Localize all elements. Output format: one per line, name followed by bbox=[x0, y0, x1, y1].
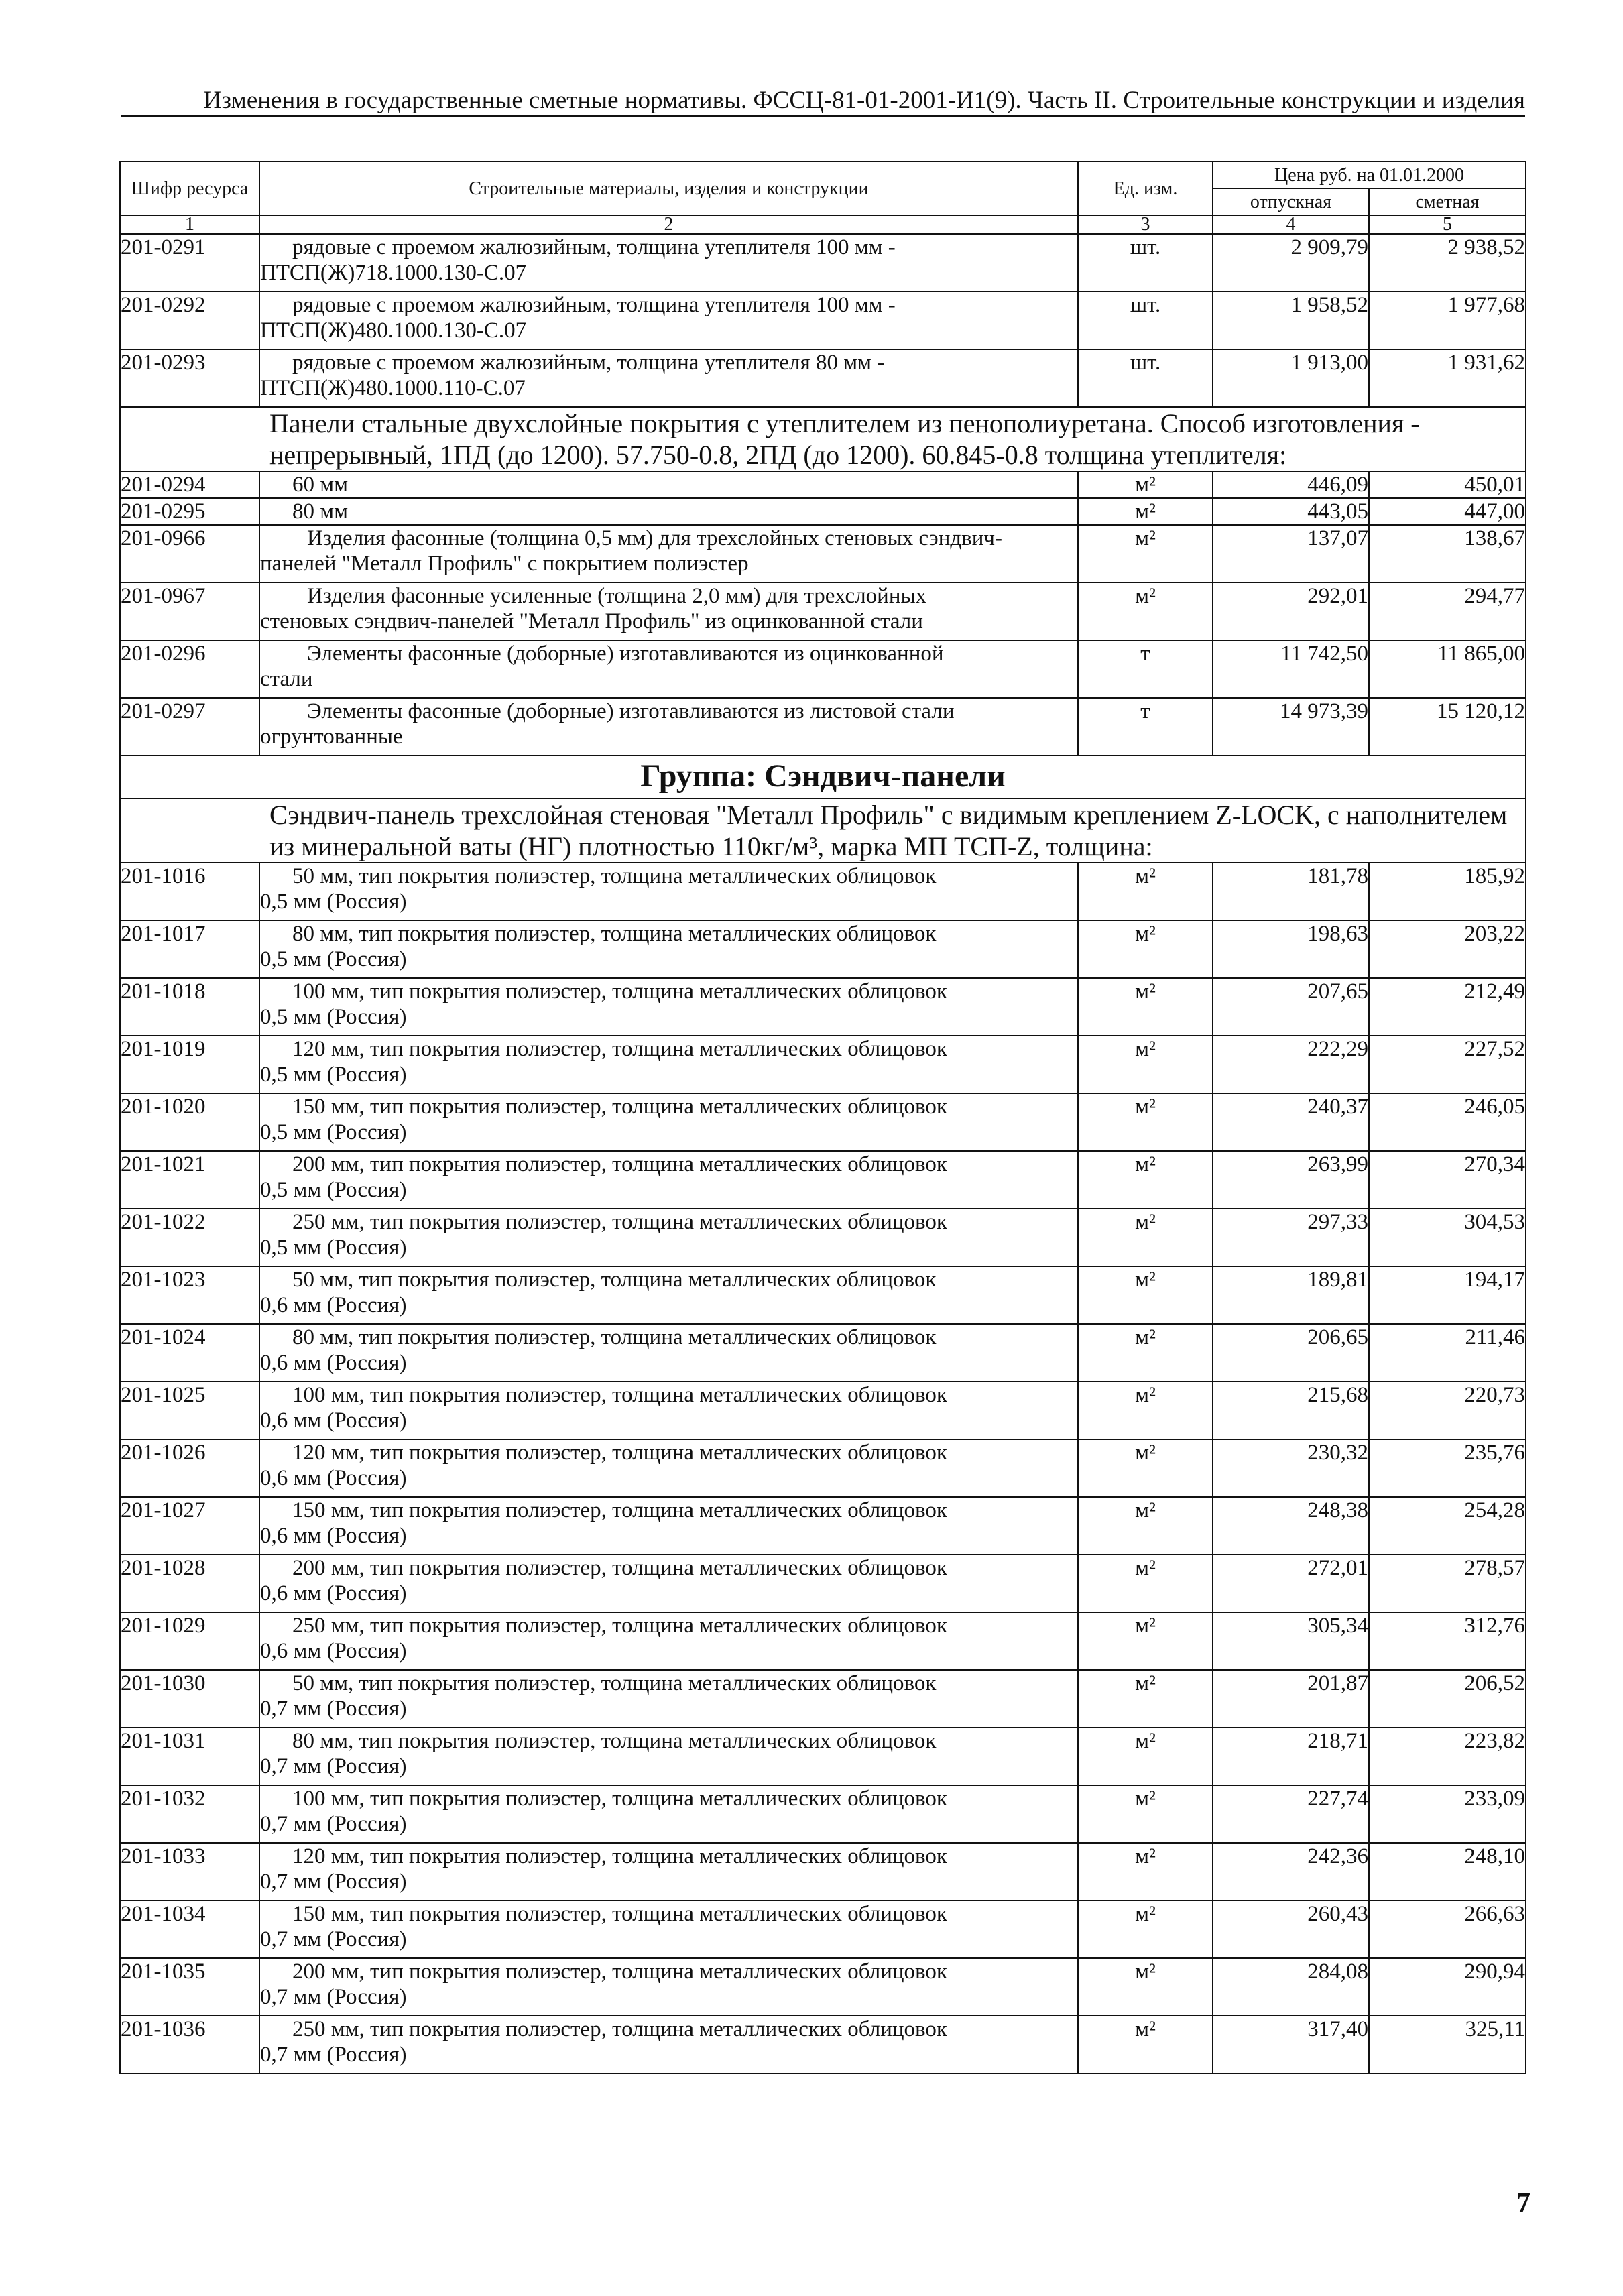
material-name-line1: 200 мм, тип покрытия полиэстер, толщина металлических облицовок bbox=[292, 1959, 947, 1984]
release-price: 1 958,52 bbox=[1213, 292, 1369, 349]
table-rows-bottom bbox=[120, 863, 1526, 2073]
unit-cell: м² bbox=[1078, 1266, 1213, 1324]
material-name-line1: Элементы фасонные (доборные) изготавливаются из оцинкованной bbox=[307, 642, 944, 666]
table-row bbox=[120, 1958, 1526, 2016]
material-name-line2: стали bbox=[260, 667, 313, 691]
release-price: 14 973,39 bbox=[1213, 698, 1369, 756]
estimate-price: 227,52 bbox=[1369, 1036, 1526, 1093]
estimate-price: 325,11 bbox=[1369, 2016, 1526, 2073]
material-name bbox=[259, 640, 1078, 698]
material-name-line2: ПТСП(Ж)480.1000.110-С.07 bbox=[260, 376, 526, 400]
estimate-price: 447,00 bbox=[1369, 498, 1526, 525]
material-name-line2: 0,5 мм (Россия) bbox=[260, 947, 407, 971]
material-name-line1: 60 мм bbox=[292, 473, 349, 497]
table-row bbox=[120, 1785, 1526, 1843]
release-price: 242,36 bbox=[1213, 1843, 1369, 1900]
resource-code: 201-0294 bbox=[120, 471, 259, 498]
material-name-line1: 250 мм, тип покрытия полиэстер, толщина металлических облицовок bbox=[292, 2017, 947, 2041]
resource-code: 201-0292 bbox=[120, 292, 259, 349]
material-name-line1: 150 мм, тип покрытия полиэстер, толщина металлических облицовок bbox=[292, 1498, 947, 1522]
material-name-line1: 80 мм, тип покрытия полиэстер, толщина металлических облицовок bbox=[292, 1729, 937, 1753]
unit-cell: м² bbox=[1078, 1555, 1213, 1612]
resource-code: 201-1020 bbox=[120, 1093, 259, 1151]
table-row bbox=[120, 1843, 1526, 1900]
material-name-line1: рядовые с проемом жалюзийным, толщина утеплителя 100 мм - bbox=[292, 235, 896, 259]
release-price: 272,01 bbox=[1213, 1555, 1369, 1612]
unit-cell: м² bbox=[1078, 1382, 1213, 1439]
material-name-line1: Изделия фасонные усиленные (толщина 2,0 мм) для трехслойных bbox=[307, 584, 927, 608]
resource-code: 201-1025 bbox=[120, 1382, 259, 1439]
release-price: 284,08 bbox=[1213, 1958, 1369, 2016]
material-name bbox=[259, 920, 1078, 978]
material-name bbox=[259, 1612, 1078, 1670]
unit-cell: м² bbox=[1078, 1093, 1213, 1151]
material-name bbox=[259, 1497, 1078, 1555]
estimate-price: 266,63 bbox=[1369, 1900, 1526, 1958]
estimate-price: 254,28 bbox=[1369, 1497, 1526, 1555]
material-name-line2: 0,6 мм (Россия) bbox=[260, 1408, 407, 1433]
resource-code: 201-0295 bbox=[120, 498, 259, 525]
resource-code: 201-1036 bbox=[120, 2016, 259, 2073]
unit-cell: м² bbox=[1078, 471, 1213, 498]
estimate-price: 246,05 bbox=[1369, 1093, 1526, 1151]
estimate-price: 2 938,52 bbox=[1369, 234, 1526, 292]
material-name-line1: 50 мм, тип покрытия полиэстер, толщина металлических облицовок bbox=[292, 864, 937, 888]
material-name-line2: ПТСП(Ж)480.1000.130-С.07 bbox=[260, 318, 527, 343]
resource-code: 201-1016 bbox=[120, 863, 259, 920]
material-name bbox=[259, 2016, 1078, 2073]
table-rows-mid bbox=[120, 471, 1526, 756]
estimate-price: 15 120,12 bbox=[1369, 698, 1526, 756]
release-price: 227,74 bbox=[1213, 1785, 1369, 1843]
release-price: 137,07 bbox=[1213, 525, 1369, 583]
release-price: 305,34 bbox=[1213, 1612, 1369, 1670]
material-name-line2: 0,7 мм (Россия) bbox=[260, 2043, 407, 2067]
release-price: 297,33 bbox=[1213, 1209, 1369, 1266]
estimate-price: 248,10 bbox=[1369, 1843, 1526, 1900]
release-price: 230,32 bbox=[1213, 1439, 1369, 1497]
unit-cell: м² bbox=[1078, 1728, 1213, 1785]
material-name bbox=[259, 698, 1078, 756]
resource-code: 201-1034 bbox=[120, 1900, 259, 1958]
material-name-line1: рядовые с проемом жалюзийным, толщина утеплителя 80 мм - bbox=[292, 351, 885, 375]
resource-code: 201-1033 bbox=[120, 1843, 259, 1900]
release-price: 11 742,50 bbox=[1213, 640, 1369, 698]
resource-code: 201-1026 bbox=[120, 1439, 259, 1497]
group-sandwich bbox=[120, 756, 1526, 863]
estimate-price: 220,73 bbox=[1369, 1382, 1526, 1439]
section-heading: Сэндвич-панель трехслойная стеновая "Металл Профиль" с видимым креплением Z-LOCK, с наполнителем из минеральной ваты (НГ) плотностью 110кг/м³, марка МП ТСП-Z, толщина: bbox=[120, 798, 1526, 863]
page-header: Изменения в государственные сметные нормативы. ФССЦ-81-01-2001-И1(9). Часть II. Строительные конструкции и изделия bbox=[121, 86, 1525, 117]
release-price: 248,38 bbox=[1213, 1497, 1369, 1555]
material-name-line1: 200 мм, тип покрытия полиэстер, толщина металлических облицовок bbox=[292, 1152, 947, 1176]
unit-cell: шт. bbox=[1078, 292, 1213, 349]
material-name bbox=[259, 1958, 1078, 2016]
unit-cell: м² bbox=[1078, 1612, 1213, 1670]
release-price: 2 909,79 bbox=[1213, 234, 1369, 292]
release-price: 189,81 bbox=[1213, 1266, 1369, 1324]
release-price: 240,37 bbox=[1213, 1093, 1369, 1151]
estimate-price: 11 865,00 bbox=[1369, 640, 1526, 698]
material-name-line1: 150 мм, тип покрытия полиэстер, толщина металлических облицовок bbox=[292, 1095, 947, 1119]
material-name-line1: 80 мм, тип покрытия полиэстер, толщина металлических облицовок bbox=[292, 1325, 937, 1349]
table-row bbox=[120, 920, 1526, 978]
material-name bbox=[259, 1900, 1078, 1958]
material-name-line1: 50 мм, тип покрытия полиэстер, толщина металлических облицовок bbox=[292, 1268, 937, 1292]
unit-cell: м² bbox=[1078, 1324, 1213, 1382]
material-name-line2: 0,6 мм (Россия) bbox=[260, 1581, 407, 1606]
estimate-price: 211,46 bbox=[1369, 1324, 1526, 1382]
resource-code: 201-1022 bbox=[120, 1209, 259, 1266]
material-name bbox=[259, 1843, 1078, 1900]
table-row bbox=[120, 292, 1526, 349]
estimate-price: 270,34 bbox=[1369, 1151, 1526, 1209]
resource-code: 201-0291 bbox=[120, 234, 259, 292]
unit-cell: м² bbox=[1078, 583, 1213, 640]
column-number: 1 bbox=[120, 215, 259, 234]
resource-code: 201-1032 bbox=[120, 1785, 259, 1843]
resource-code: 201-1031 bbox=[120, 1728, 259, 1785]
material-name-line1: 80 мм, тип покрытия полиэстер, толщина металлических облицовок bbox=[292, 922, 937, 946]
release-price: 198,63 bbox=[1213, 920, 1369, 978]
price-table bbox=[119, 161, 1526, 2074]
table-row bbox=[120, 349, 1526, 407]
estimate-price: 312,76 bbox=[1369, 1612, 1526, 1670]
estimate-price: 1 977,68 bbox=[1369, 292, 1526, 349]
table-row bbox=[120, 640, 1526, 698]
material-name-line2: 0,6 мм (Россия) bbox=[260, 1293, 407, 1317]
table-row bbox=[120, 583, 1526, 640]
unit-cell: м² bbox=[1078, 1497, 1213, 1555]
material-name-line1: 120 мм, тип покрытия полиэстер, толщина металлических облицовок bbox=[292, 1844, 947, 1868]
release-price: 206,65 bbox=[1213, 1324, 1369, 1382]
release-price: 201,87 bbox=[1213, 1670, 1369, 1728]
table-row bbox=[120, 978, 1526, 1036]
material-name-line1: 80 мм bbox=[292, 499, 349, 524]
release-price: 292,01 bbox=[1213, 583, 1369, 640]
material-name-line1: 100 мм, тип покрытия полиэстер, толщина металлических облицовок bbox=[292, 979, 947, 1004]
column-number: 5 bbox=[1369, 215, 1526, 234]
estimate-price: 294,77 bbox=[1369, 583, 1526, 640]
unit-cell: м² bbox=[1078, 2016, 1213, 2073]
unit-cell: шт. bbox=[1078, 234, 1213, 292]
material-name bbox=[259, 349, 1078, 407]
material-name bbox=[259, 1728, 1078, 1785]
material-name-line1: 150 мм, тип покрытия полиэстер, толщина металлических облицовок bbox=[292, 1902, 947, 1926]
estimate-price: 194,17 bbox=[1369, 1266, 1526, 1324]
material-name-line1: 100 мм, тип покрытия полиэстер, толщина металлических облицовок bbox=[292, 1383, 947, 1407]
material-name bbox=[259, 1382, 1078, 1439]
material-name bbox=[259, 525, 1078, 583]
material-name-line1: рядовые с проемом жалюзийным, толщина утеплителя 100 мм - bbox=[292, 293, 896, 317]
unit-cell: т bbox=[1078, 698, 1213, 756]
estimate-price: 278,57 bbox=[1369, 1555, 1526, 1612]
resource-code: 201-0296 bbox=[120, 640, 259, 698]
table-row bbox=[120, 525, 1526, 583]
material-name bbox=[259, 978, 1078, 1036]
resource-code: 201-1017 bbox=[120, 920, 259, 978]
table-rows-top bbox=[120, 234, 1526, 407]
material-name bbox=[259, 1324, 1078, 1382]
estimate-price: 206,52 bbox=[1369, 1670, 1526, 1728]
resource-code: 201-1021 bbox=[120, 1151, 259, 1209]
release-price: 1 913,00 bbox=[1213, 349, 1369, 407]
material-name-line2: 0,7 мм (Россия) bbox=[260, 1754, 407, 1778]
table-row bbox=[120, 1497, 1526, 1555]
material-name bbox=[259, 863, 1078, 920]
material-name-line2: 0,7 мм (Россия) bbox=[260, 1812, 407, 1836]
material-name-line2: 0,7 мм (Россия) bbox=[260, 1927, 407, 1951]
resource-code: 201-1024 bbox=[120, 1324, 259, 1382]
material-name bbox=[259, 1151, 1078, 1209]
material-name bbox=[259, 1555, 1078, 1612]
resource-code: 201-0966 bbox=[120, 525, 259, 583]
material-name bbox=[259, 1036, 1078, 1093]
estimate-price: 235,76 bbox=[1369, 1439, 1526, 1497]
estimate-price: 185,92 bbox=[1369, 863, 1526, 920]
resource-code: 201-1023 bbox=[120, 1266, 259, 1324]
material-name-line2: 0,7 мм (Россия) bbox=[260, 1985, 407, 2009]
release-price: 207,65 bbox=[1213, 978, 1369, 1036]
material-name-line2: 0,6 мм (Россия) bbox=[260, 1351, 407, 1375]
table-row bbox=[120, 1900, 1526, 1958]
header-code: Шифр ресурса bbox=[120, 162, 259, 215]
estimate-price: 304,53 bbox=[1369, 1209, 1526, 1266]
material-name bbox=[259, 1209, 1078, 1266]
table-row bbox=[120, 698, 1526, 756]
estimate-price: 450,01 bbox=[1369, 471, 1526, 498]
material-name bbox=[259, 292, 1078, 349]
material-name-line2: 0,7 мм (Россия) bbox=[260, 1697, 407, 1721]
header-estimate-price: сметная bbox=[1369, 188, 1526, 215]
unit-cell: м² bbox=[1078, 1209, 1213, 1266]
unit-cell: м² bbox=[1078, 1900, 1213, 1958]
unit-cell: м² bbox=[1078, 978, 1213, 1036]
material-name-line2: 0,6 мм (Россия) bbox=[260, 1639, 407, 1663]
material-name-line2: огрунтованные bbox=[260, 725, 403, 749]
material-name-line2: 0,6 мм (Россия) bbox=[260, 1466, 407, 1490]
material-name-line2: 0,7 мм (Россия) bbox=[260, 1870, 407, 1894]
table-row bbox=[120, 1612, 1526, 1670]
unit-cell: шт. bbox=[1078, 349, 1213, 407]
unit-cell: м² bbox=[1078, 1958, 1213, 2016]
release-price: 443,05 bbox=[1213, 498, 1369, 525]
material-name-line2: 0,5 мм (Россия) bbox=[260, 1235, 407, 1260]
unit-cell: м² bbox=[1078, 1439, 1213, 1497]
material-name bbox=[259, 1266, 1078, 1324]
estimate-price: 290,94 bbox=[1369, 1958, 1526, 2016]
table-row bbox=[120, 1728, 1526, 1785]
table-row bbox=[120, 1093, 1526, 1151]
estimate-price: 203,22 bbox=[1369, 920, 1526, 978]
material-name-line2: стеновых сэндвич-панелей "Металл Профиль" из оцинкованной стали bbox=[260, 609, 923, 633]
header-price: Цена руб. на 01.01.2000 bbox=[1213, 162, 1526, 188]
material-name bbox=[259, 234, 1078, 292]
estimate-price: 138,67 bbox=[1369, 525, 1526, 583]
table-row bbox=[120, 1555, 1526, 1612]
table-row bbox=[120, 471, 1526, 498]
resource-code: 201-1029 bbox=[120, 1612, 259, 1670]
estimate-price: 223,82 bbox=[1369, 1728, 1526, 1785]
material-name-line2: панелей "Металл Профиль" с покрытием полиэстер bbox=[260, 552, 749, 576]
estimate-price: 212,49 bbox=[1369, 978, 1526, 1036]
table-row bbox=[120, 1036, 1526, 1093]
unit-cell: м² bbox=[1078, 525, 1213, 583]
table-row bbox=[120, 1439, 1526, 1497]
column-number: 2 bbox=[259, 215, 1078, 234]
resource-code: 201-1018 bbox=[120, 978, 259, 1036]
resource-code: 201-1035 bbox=[120, 1958, 259, 2016]
resource-code: 201-1028 bbox=[120, 1555, 259, 1612]
material-name bbox=[259, 1785, 1078, 1843]
resource-code: 201-1027 bbox=[120, 1497, 259, 1555]
unit-cell: м² bbox=[1078, 920, 1213, 978]
section-heading: Панели стальные двухслойные покрытия с утеплителем из пенополиуретана. Способ изготовления - непрерывный, 1ПД (до 1200). 57.750-0.8, 2ПД (до 1200). 60.845-0.8 толщина утеплителя: bbox=[120, 407, 1526, 471]
release-price: 181,78 bbox=[1213, 863, 1369, 920]
material-name-line2: 0,5 мм (Россия) bbox=[260, 1063, 407, 1087]
table-row bbox=[120, 498, 1526, 525]
unit-cell: м² bbox=[1078, 1151, 1213, 1209]
unit-cell: м² bbox=[1078, 1843, 1213, 1900]
resource-code: 201-0297 bbox=[120, 698, 259, 756]
unit-cell: м² bbox=[1078, 1785, 1213, 1843]
material-name bbox=[259, 498, 1078, 525]
estimate-price: 233,09 bbox=[1369, 1785, 1526, 1843]
material-name bbox=[259, 1093, 1078, 1151]
material-name bbox=[259, 1670, 1078, 1728]
table-row bbox=[120, 1209, 1526, 1266]
column-number: 3 bbox=[1078, 215, 1213, 234]
material-name-line1: 120 мм, тип покрытия полиэстер, толщина металлических облицовок bbox=[292, 1441, 947, 1465]
release-price: 222,29 bbox=[1213, 1036, 1369, 1093]
material-name-line1: Изделия фасонные (толщина 0,5 мм) для трехслойных стеновых сэндвич- bbox=[307, 526, 1002, 550]
material-name bbox=[259, 471, 1078, 498]
release-price: 215,68 bbox=[1213, 1382, 1369, 1439]
page-number: 7 bbox=[1516, 2188, 1530, 2219]
material-name-line1: 50 мм, тип покрытия полиэстер, толщина металлических облицовок bbox=[292, 1671, 937, 1695]
group-title: Группа: Сэндвич-панели bbox=[120, 756, 1526, 798]
material-name-line1: Элементы фасонные (доборные) изготавливаются из листовой стали bbox=[307, 699, 955, 723]
material-name-line1: 200 мм, тип покрытия полиэстер, толщина металлических облицовок bbox=[292, 1556, 947, 1580]
material-name bbox=[259, 1439, 1078, 1497]
table-row bbox=[120, 1266, 1526, 1324]
release-price: 317,40 bbox=[1213, 2016, 1369, 2073]
estimate-price: 1 931,62 bbox=[1369, 349, 1526, 407]
release-price: 446,09 bbox=[1213, 471, 1369, 498]
unit-cell: м² bbox=[1078, 1036, 1213, 1093]
resource-code: 201-0293 bbox=[120, 349, 259, 407]
table-row bbox=[120, 1382, 1526, 1439]
material-name-line2: ПТСП(Ж)718.1000.130-С.07 bbox=[260, 261, 527, 285]
release-price: 218,71 bbox=[1213, 1728, 1369, 1785]
table-row bbox=[120, 2016, 1526, 2073]
resource-code: 201-0967 bbox=[120, 583, 259, 640]
material-name-line1: 120 мм, тип покрытия полиэстер, толщина металлических облицовок bbox=[292, 1037, 947, 1061]
material-name-line2: 0,5 мм (Россия) bbox=[260, 1178, 407, 1202]
header-release-price: отпускная bbox=[1213, 188, 1369, 215]
material-name-line1: 100 мм, тип покрытия полиэстер, толщина металлических облицовок bbox=[292, 1787, 947, 1811]
material-name-line2: 0,5 мм (Россия) bbox=[260, 1120, 407, 1144]
resource-code: 201-1030 bbox=[120, 1670, 259, 1728]
unit-cell: м² bbox=[1078, 498, 1213, 525]
table-row bbox=[120, 234, 1526, 292]
release-price: 263,99 bbox=[1213, 1151, 1369, 1209]
unit-cell: м² bbox=[1078, 863, 1213, 920]
material-name bbox=[259, 583, 1078, 640]
table-row bbox=[120, 1670, 1526, 1728]
table-row bbox=[120, 1324, 1526, 1382]
release-price: 260,43 bbox=[1213, 1900, 1369, 1958]
material-name-line2: 0,6 мм (Россия) bbox=[260, 1524, 407, 1548]
section-panels bbox=[120, 407, 1526, 471]
unit-cell: м² bbox=[1078, 1670, 1213, 1728]
header-unit: Ед. изм. bbox=[1078, 162, 1213, 215]
material-name-line2: 0,5 мм (Россия) bbox=[260, 1005, 407, 1029]
column-number: 4 bbox=[1213, 215, 1369, 234]
resource-code: 201-1019 bbox=[120, 1036, 259, 1093]
table-row bbox=[120, 863, 1526, 920]
material-name-line1: 250 мм, тип покрытия полиэстер, толщина металлических облицовок bbox=[292, 1614, 947, 1638]
unit-cell: т bbox=[1078, 640, 1213, 698]
material-name-line2: 0,5 мм (Россия) bbox=[260, 890, 407, 914]
material-name-line1: 250 мм, тип покрытия полиэстер, толщина металлических облицовок bbox=[292, 1210, 947, 1234]
header-name: Строительные материалы, изделия и конструкции bbox=[259, 162, 1078, 215]
table-row bbox=[120, 1151, 1526, 1209]
